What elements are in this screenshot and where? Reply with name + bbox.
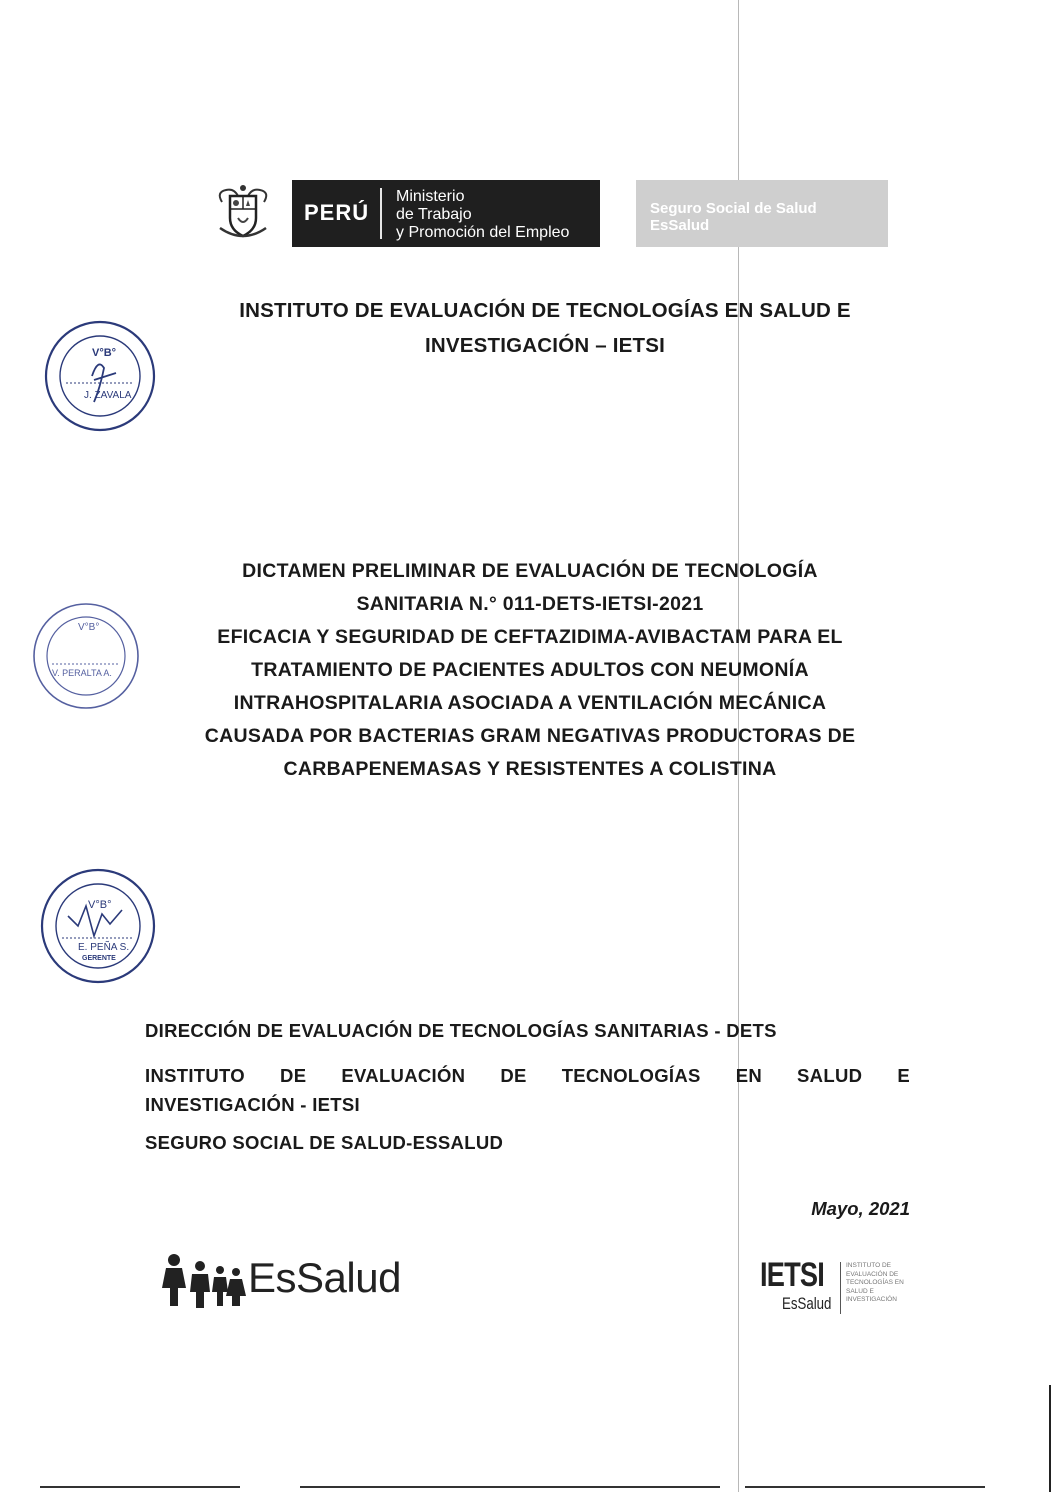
- stamp-heading: V°B°: [78, 622, 100, 633]
- banner-divider: [380, 188, 382, 239]
- dictamen-line: INTRAHOSPITALARIA ASOCIADA A VENTILACIÓN MECÁNICA: [233, 692, 827, 714]
- document-date: Mayo, 2021: [811, 1198, 910, 1219]
- stamp-heading: V°B°: [88, 899, 112, 911]
- instituto-word: DE: [500, 1065, 527, 1086]
- scan-edge-mark: [1049, 1385, 1051, 1492]
- dictamen-title: [120, 555, 940, 786]
- essalud-wordmark: EsSalud: [248, 1254, 401, 1301]
- scan-bottom-rule: [300, 1486, 720, 1488]
- ministry-line: Ministerio: [396, 188, 465, 205]
- government-header: [212, 180, 888, 247]
- peru-ministry-banner: [292, 180, 600, 247]
- instituto-line1: [145, 1061, 910, 1090]
- stamp-role: GERENTE: [82, 955, 116, 962]
- instituto-word: EVALUACIÓN: [341, 1065, 466, 1086]
- family-icon: [160, 1252, 246, 1310]
- dictamen-line: SANITARIA N.° 011-DETS-IETSI-2021: [356, 593, 704, 615]
- dictamen-line: TRATAMIENTO DE PACIENTES ADULTOS CON NEUMONÍA: [251, 659, 809, 681]
- dictamen-line: DICTAMEN PRELIMINAR DE EVALUACIÓN DE TECNOLOGÍA: [242, 560, 818, 582]
- instituto-word: TECNOLOGÍAS: [561, 1065, 701, 1086]
- approval-stamp-zavala: [42, 318, 158, 434]
- instituto-word: SALUD: [797, 1065, 863, 1086]
- ietsi-wordmark: IETSI: [760, 1256, 825, 1294]
- scan-bottom-rule: [745, 1486, 985, 1488]
- instituto-line2: INVESTIGACIÓN - IETSI: [145, 1094, 360, 1115]
- dictamen-line: CAUSADA POR BACTERIAS GRAM NEGATIVAS PRODUCTORAS DE: [204, 725, 856, 747]
- essalud-banner-line: EsSalud: [650, 217, 710, 234]
- essalud-logo: [160, 1248, 430, 1318]
- instituto-word: E: [897, 1065, 910, 1086]
- instituto-word: DE: [280, 1065, 307, 1086]
- essalud-banner-text: [650, 200, 817, 234]
- ietsi-logo: [760, 1258, 910, 1318]
- dictamen-line: CARBAPENEMASAS Y RESISTENTES A COLISTINA: [283, 758, 777, 780]
- stamp-signatory: V. PERALTA A.: [52, 668, 112, 678]
- instituto-block: [145, 1061, 910, 1119]
- peru-coat-of-arms-icon: [212, 182, 274, 244]
- approval-stamp-pena: [38, 866, 158, 986]
- institute-title: [100, 293, 990, 363]
- instituto-word: INSTITUTO: [145, 1065, 245, 1086]
- ministry-line: de Trabajo: [396, 206, 472, 223]
- seguro-line: SEGURO SOCIAL DE SALUD-ESSALUD: [145, 1132, 504, 1153]
- dictamen-line: EFICACIA Y SEGURIDAD DE CEFTAZIDIMA-AVIBACTAM PARA EL: [217, 626, 843, 648]
- ietsi-divider: [840, 1262, 841, 1314]
- ietsi-description: INSTITUTO DE EVALUACIÓN DE TECNOLOGÍAS EN SALUD E INVESTIGACIÓN: [846, 1262, 904, 1303]
- direccion-line: DIRECCIÓN DE EVALUACIÓN DE TECNOLOGÍAS SANITARIAS - DETS: [145, 1020, 777, 1041]
- ministry-line: y Promoción del Empleo: [396, 224, 570, 241]
- instituto-word: EN: [735, 1065, 763, 1086]
- institute-title-line: INSTITUTO DE EVALUACIÓN DE TECNOLOGÍAS EN SALUD E: [239, 299, 851, 322]
- peru-label: PERÚ: [304, 200, 370, 225]
- essalud-banner-line: Seguro Social de Salud: [650, 200, 817, 217]
- stamp-signatory: E. PEÑA S.: [78, 942, 130, 953]
- ministry-name: [396, 188, 569, 242]
- scan-bottom-rule: [40, 1486, 240, 1488]
- ietsi-subtitle: EsSalud: [782, 1294, 832, 1313]
- institute-title-line: INVESTIGACIÓN – IETSI: [425, 334, 665, 357]
- essalud-banner: [636, 180, 888, 247]
- stamp-heading: V°B°: [92, 347, 117, 359]
- stamp-signatory: J. ZAVALA: [84, 390, 132, 401]
